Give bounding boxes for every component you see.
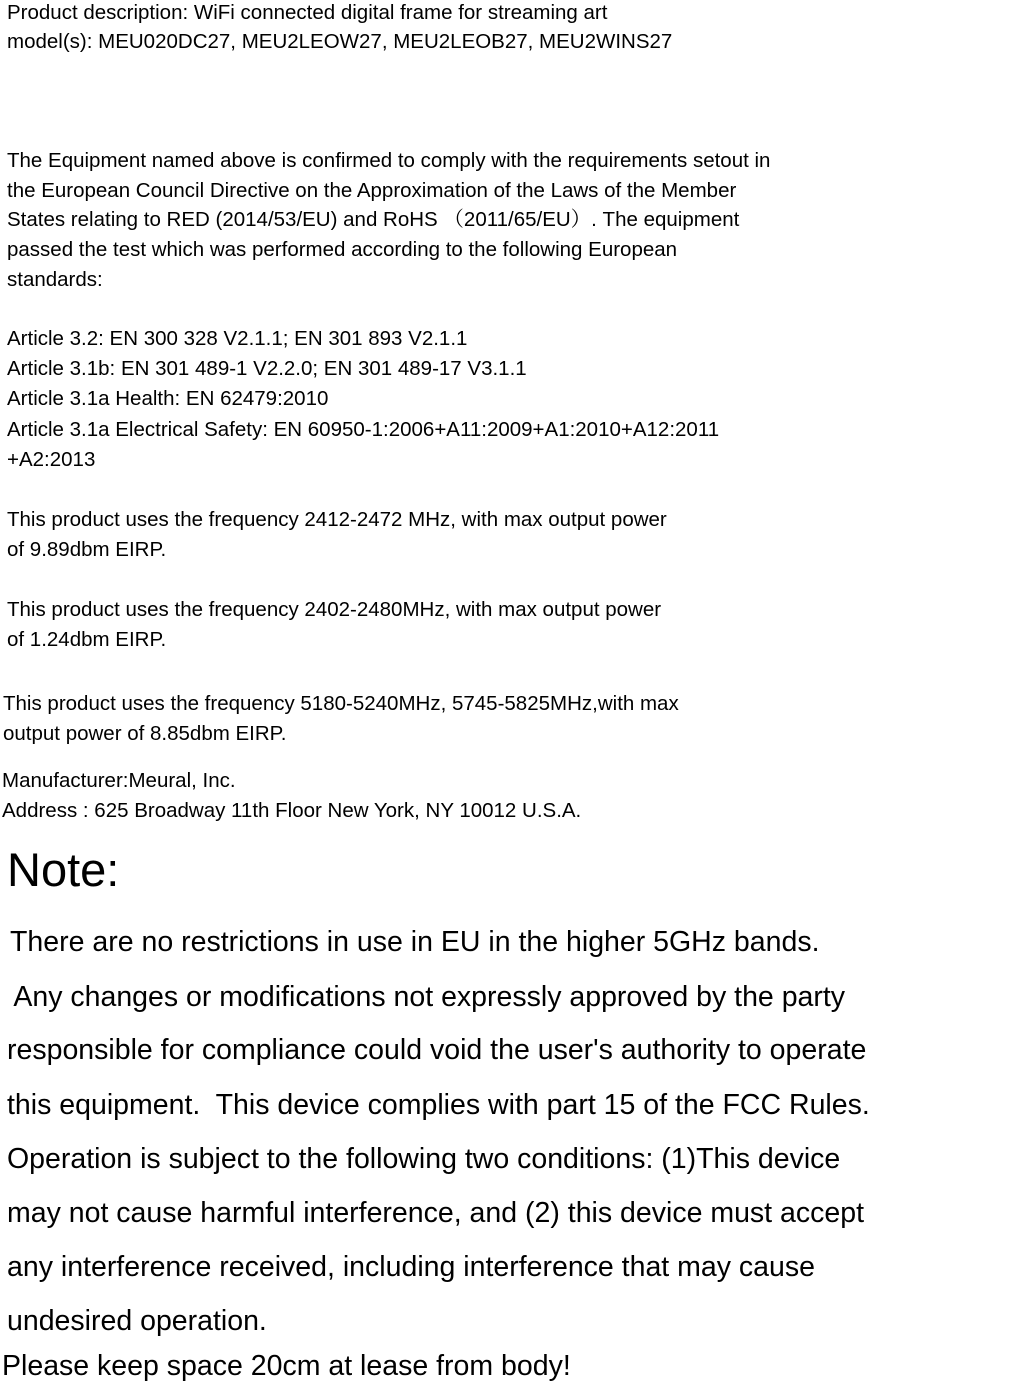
note-title: Note: bbox=[7, 843, 120, 896]
compliance-line-1: The Equipment named above is confirmed to comply with the requirements setout in bbox=[7, 149, 771, 172]
note-line-7: any interference received, including interference that may cause bbox=[7, 1251, 815, 1283]
frequency-bt-line-2: of 1.24dbm EIRP. bbox=[7, 628, 167, 651]
article-line: Article 3.1a Electrical Safety: EN 60950-1:2006+A11:2009+A1:2010+A12:2011 bbox=[7, 418, 720, 441]
manufacturer-address: Address : 625 Broadway 11th Floor New York, NY 10012 U.S.A. bbox=[2, 799, 582, 822]
note-line-6: may not cause harmful interference, and (2) this device must accept bbox=[7, 1197, 864, 1229]
note-line-3: responsible for compliance could void the user's authority to operate bbox=[7, 1034, 867, 1066]
model-list: model(s): MEU020DC27, MEU2LEOW27, MEU2LEOB27, MEU2WINS27 bbox=[7, 30, 673, 53]
article-line: +A2:2013 bbox=[7, 448, 96, 471]
frequency-2g4-line-2: of 9.89dbm EIRP. bbox=[7, 538, 167, 561]
article-line: Article 3.2: EN 300 328 V2.1.1; EN 301 893 V2.1.1 bbox=[7, 327, 468, 350]
compliance-line-2: the European Council Directive on the Approximation of the Laws of the Member bbox=[7, 179, 737, 202]
note-line-8: undesired operation. bbox=[7, 1305, 267, 1337]
compliance-line-4: passed the test which was performed according to the following European bbox=[7, 238, 678, 261]
keep-distance-warning: Please keep space 20cm at lease from body! bbox=[2, 1350, 571, 1382]
note-line-4: this equipment. This device complies with part 15 of the FCC Rules. bbox=[7, 1089, 870, 1121]
manufacturer-name: Manufacturer:Meural, Inc. bbox=[2, 769, 236, 792]
compliance-line-3: States relating to RED (2014/53/EU) and RoHS （2011/65/EU）. The equipment bbox=[7, 208, 740, 231]
frequency-2g4-line-1: This product uses the frequency 2412-2472 MHz, with max output power bbox=[7, 508, 667, 531]
note-line-1: There are no restrictions in use in EU in the higher 5GHz bands. bbox=[10, 926, 820, 958]
article-line: Article 3.1a Health: EN 62479:2010 bbox=[7, 387, 329, 410]
frequency-bt-line-1: This product uses the frequency 2402-2480MHz, with max output power bbox=[7, 598, 662, 621]
article-line: Article 3.1b: EN 301 489-1 V2.2.0; EN 301 489-17 V3.1.1 bbox=[7, 357, 527, 380]
frequency-5g-line-1: This product uses the frequency 5180-5240MHz, 5745-5825MHz,with max bbox=[3, 692, 679, 715]
note-line-5: Operation is subject to the following two conditions: (1)This device bbox=[7, 1143, 841, 1175]
compliance-line-5: standards: bbox=[7, 268, 103, 291]
product-description: Product description: WiFi connected digital frame for streaming art bbox=[7, 1, 608, 24]
note-line-2: Any changes or modifications not expressly approved by the party bbox=[7, 981, 846, 1013]
frequency-5g-line-2: output power of 8.85dbm EIRP. bbox=[3, 722, 287, 745]
